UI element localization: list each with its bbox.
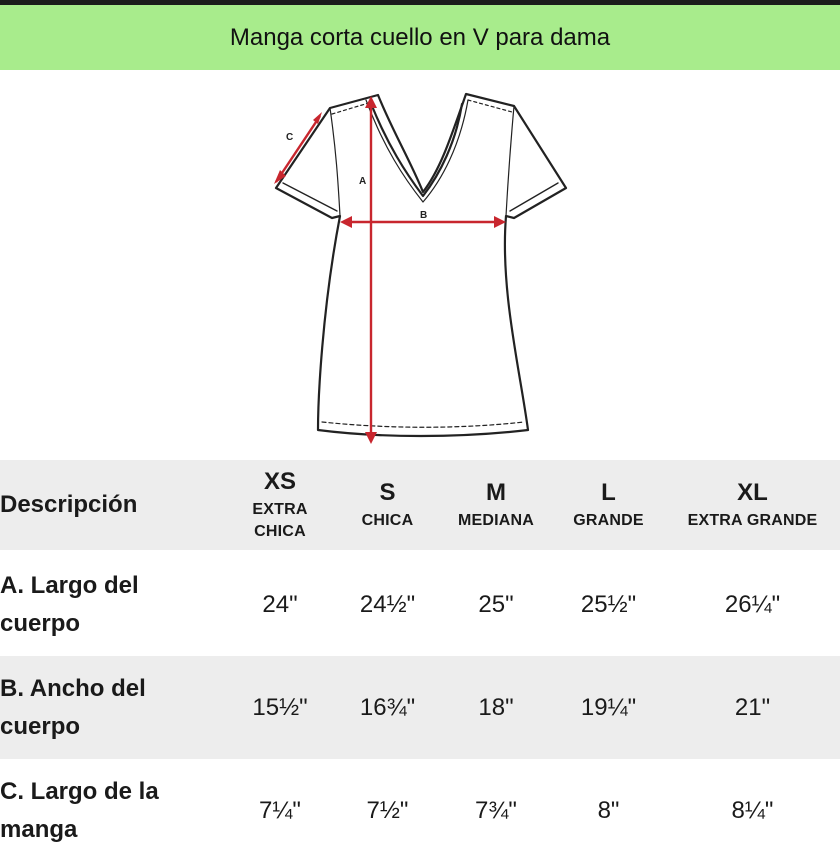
size-header-xs bbox=[225, 460, 335, 550]
table-row bbox=[0, 759, 840, 862]
size-code: XS bbox=[263, 468, 296, 495]
size-name: MEDIANA bbox=[457, 512, 535, 529]
size-code: S bbox=[379, 479, 396, 506]
row-label: B. Ancho del cuerpo bbox=[0, 674, 146, 740]
table-header-row bbox=[0, 460, 840, 550]
size-code: XL bbox=[737, 479, 768, 506]
description-header: Descripción bbox=[0, 491, 138, 518]
label-b: B bbox=[420, 210, 428, 221]
value-cell: 7½" bbox=[366, 796, 409, 824]
label-a: A bbox=[359, 176, 367, 187]
size-header-xl bbox=[665, 460, 840, 550]
value-cell: 26¼" bbox=[724, 590, 781, 618]
value-cell: 16¾" bbox=[359, 693, 416, 721]
value-cell: 24" bbox=[262, 590, 298, 618]
size-name: CHICA bbox=[361, 512, 414, 529]
value-cell: 24½" bbox=[359, 590, 416, 618]
size-chart-table bbox=[0, 460, 840, 862]
page-title bbox=[0, 5, 840, 70]
value-cell: 7¼" bbox=[259, 796, 301, 824]
value-cell: 8¼" bbox=[731, 796, 774, 824]
label-c: C bbox=[286, 132, 294, 143]
size-header-m bbox=[440, 460, 552, 550]
value-cell: 25" bbox=[478, 590, 514, 618]
size-name: EXTRA GRANDE bbox=[687, 512, 818, 529]
value-cell: 15½" bbox=[252, 693, 308, 721]
page-title-text: Manga corta cuello en V para dama bbox=[229, 23, 611, 51]
table-row bbox=[0, 553, 840, 656]
size-header-s bbox=[335, 460, 440, 550]
row-label: C. Largo de la manga bbox=[0, 777, 159, 843]
row-label: A. Largo del cuerpo bbox=[0, 571, 139, 637]
size-name: GRANDE bbox=[573, 512, 644, 529]
size-name: EXTRA CHICA bbox=[252, 501, 308, 540]
size-header-l bbox=[552, 460, 665, 550]
value-cell: 21" bbox=[734, 693, 771, 721]
tshirt-diagram bbox=[0, 70, 840, 460]
table-row bbox=[0, 656, 840, 759]
tshirt-drawing bbox=[0, 70, 840, 460]
value-cell: 18" bbox=[478, 693, 514, 721]
value-cell: 19¼" bbox=[580, 693, 637, 721]
value-cell: 7¾" bbox=[475, 796, 517, 824]
size-code: L bbox=[601, 479, 616, 506]
value-cell: 8" bbox=[597, 796, 620, 824]
size-code: M bbox=[486, 479, 506, 506]
value-cell: 25½" bbox=[580, 590, 637, 618]
